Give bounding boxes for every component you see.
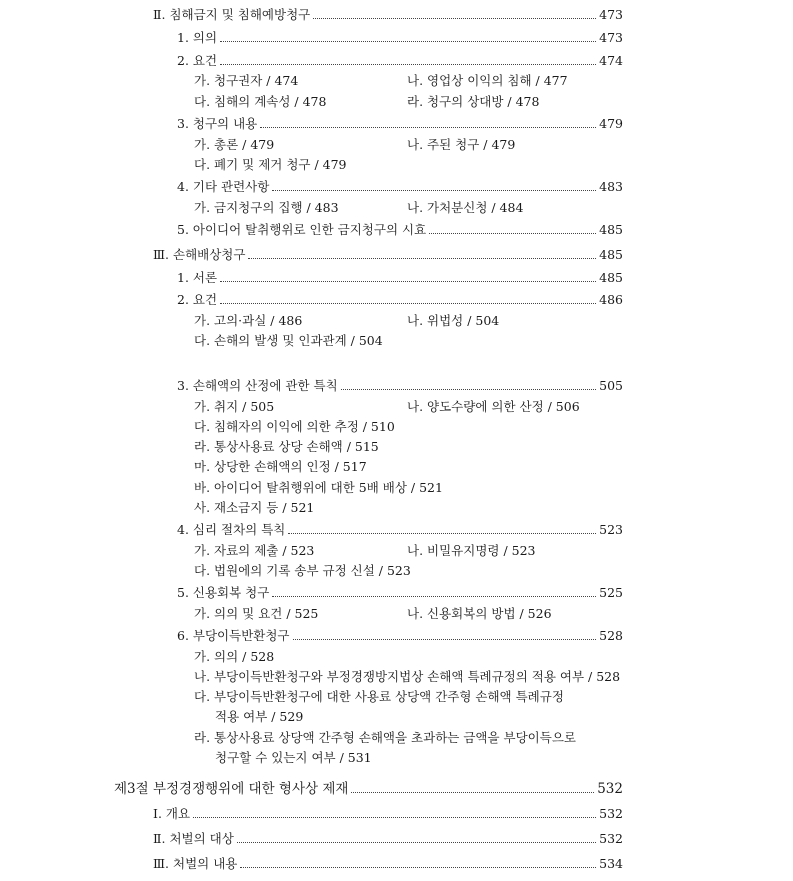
toc-entry-chapter3 xyxy=(114,781,623,797)
leader-dots xyxy=(351,792,594,793)
toc-page-number: 483 xyxy=(599,179,623,194)
leader-dots xyxy=(293,639,597,640)
toc-subentry: 다. 법원에의 기록 송부 규정 신설 / 523 xyxy=(194,563,411,578)
toc-subentry: 나. 신용회복의 방법 / 526 xyxy=(407,606,552,621)
toc-label: 제3절 부정경쟁행위에 대한 형사상 제재 xyxy=(114,781,349,797)
toc-subentry: 나. 비밀유지명령 / 523 xyxy=(407,543,536,558)
toc-label: 6. 부당이득반환청구 xyxy=(177,628,290,643)
toc-entry-s3-4 xyxy=(177,522,623,538)
toc-entry-s3-3 xyxy=(177,378,623,394)
toc-label: Ⅲ. 처벌의 내용 xyxy=(153,856,238,871)
toc-entry-s2-2 xyxy=(177,53,623,69)
leader-dots xyxy=(272,596,596,597)
toc-subentry: 다. 부당이득반환청구에 대한 사용료 상당액 간주형 손해액 특례규정 xyxy=(194,689,564,704)
toc-entry-sec3 xyxy=(153,247,623,263)
leader-dots xyxy=(272,190,596,191)
toc-entry-c3-2 xyxy=(153,831,623,847)
toc-label: Ⅰ. 개요 xyxy=(153,806,191,821)
leader-dots xyxy=(288,533,596,534)
toc-entry-s3-5 xyxy=(177,585,623,601)
toc-subentry: 다. 폐기 및 제거 청구 / 479 xyxy=(194,157,347,172)
leader-dots xyxy=(260,127,596,128)
toc-subentry: 마. 상당한 손해액의 인정 / 517 xyxy=(194,459,367,474)
leader-dots xyxy=(429,233,596,234)
toc-page-number: 525 xyxy=(599,585,623,600)
toc-subentry: 라. 통상사용료 상당 손해액 / 515 xyxy=(194,439,379,454)
toc-label: 1. 서론 xyxy=(177,270,218,285)
toc-subentry: 바. 아이디어 탈취행위에 대한 5배 배상 / 521 xyxy=(194,480,443,495)
toc-subentry: 가. 고의·과실 / 486 xyxy=(194,313,303,328)
toc-entry-s3-6 xyxy=(177,628,623,644)
toc-page-number: 479 xyxy=(599,116,623,131)
toc-entry-c3-1 xyxy=(153,806,623,822)
toc-entry-s2-1 xyxy=(177,30,623,46)
leader-dots xyxy=(341,389,596,390)
toc-entry-s2-5 xyxy=(177,222,623,238)
toc-label: Ⅱ. 침해금지 및 침해예방청구 xyxy=(153,7,311,22)
toc-subentry: 가. 총론 / 479 xyxy=(194,137,275,152)
toc-page-number: 473 xyxy=(599,30,623,45)
toc-subentry: 나. 부당이득반환청구와 부정경쟁방지법상 손해액 특례규정의 적용 여부 / 528 xyxy=(194,669,621,684)
leader-dots xyxy=(220,303,596,304)
toc-label: 4. 심리 절차의 특칙 xyxy=(177,522,286,537)
leader-dots xyxy=(313,18,596,19)
toc-entry-s2-4 xyxy=(177,179,623,195)
toc-page-number: 523 xyxy=(599,522,623,537)
leader-dots xyxy=(220,281,596,282)
leader-dots xyxy=(193,817,596,818)
leader-dots xyxy=(248,258,596,259)
leader-dots xyxy=(220,41,596,42)
toc-page-number: 532 xyxy=(599,831,623,846)
toc-subentry-continuation: 청구할 수 있는지 여부 / 531 xyxy=(215,750,372,765)
toc-label: 1. 의의 xyxy=(177,30,218,45)
toc-entry-s3-1 xyxy=(177,270,623,286)
toc-entry-s2-3 xyxy=(177,116,623,132)
toc-page-number: 474 xyxy=(599,53,623,68)
toc-subentry-continuation: 적용 여부 / 529 xyxy=(215,709,304,724)
toc-page-number: 534 xyxy=(599,856,623,871)
toc-subentry: 가. 자료의 제출 / 523 xyxy=(194,543,315,558)
toc-subentry: 나. 양도수량에 의한 산정 / 506 xyxy=(407,399,580,414)
toc-label: 3. 손해액의 산정에 관한 특칙 xyxy=(177,378,338,393)
leader-dots xyxy=(220,64,596,65)
toc-page-number: 486 xyxy=(599,292,623,307)
toc-subentry: 나. 위법성 / 504 xyxy=(407,313,500,328)
toc-label: Ⅱ. 처벌의 대상 xyxy=(153,831,234,846)
toc-page-number: 485 xyxy=(599,270,623,285)
toc-subentry: 다. 손해의 발생 및 인과관계 / 504 xyxy=(194,333,383,348)
toc-subentry: 사. 재소금지 등 / 521 xyxy=(194,500,315,515)
toc-entry-sec2 xyxy=(153,7,623,23)
toc-label: Ⅲ. 손해배상청구 xyxy=(153,247,246,262)
toc-label: 2. 요건 xyxy=(177,53,218,68)
toc-label: 5. 신용회복 청구 xyxy=(177,585,270,600)
toc-page-number: 485 xyxy=(599,247,623,262)
toc-page-number: 532 xyxy=(597,781,623,797)
toc-entry-c3-3 xyxy=(153,856,623,872)
leader-dots xyxy=(240,867,596,868)
toc-label: 2. 요건 xyxy=(177,292,218,307)
toc-subentry: 가. 의의 및 요건 / 525 xyxy=(194,606,319,621)
toc-subentry: 라. 청구의 상대방 / 478 xyxy=(407,94,540,109)
toc-label: 3. 청구의 내용 xyxy=(177,116,258,131)
toc-subentry: 가. 청구권자 / 474 xyxy=(194,73,299,88)
toc-entry-s3-2 xyxy=(177,292,623,308)
toc-subentry: 나. 영업상 이익의 침해 / 477 xyxy=(407,73,568,88)
toc-page-number: 532 xyxy=(599,806,623,821)
toc-page-number: 485 xyxy=(599,222,623,237)
toc-subentry: 나. 주된 청구 / 479 xyxy=(407,137,516,152)
toc-page-number: 505 xyxy=(599,378,623,393)
toc-subentry: 가. 금지청구의 집행 / 483 xyxy=(194,200,339,215)
toc-label: 5. 아이디어 탈취행위로 인한 금지청구의 시효 xyxy=(177,222,427,237)
toc-page-number: 528 xyxy=(599,628,623,643)
toc-label: 4. 기타 관련사항 xyxy=(177,179,270,194)
toc-subentry: 다. 침해의 계속성 / 478 xyxy=(194,94,327,109)
toc-subentry: 다. 침해자의 이익에 의한 추정 / 510 xyxy=(194,419,395,434)
toc-subentry: 가. 의의 / 528 xyxy=(194,649,275,664)
toc-subentry: 라. 통상사용료 상당액 간주형 손해액을 초과하는 금액을 부당이득으로 xyxy=(194,730,576,745)
toc-subentry: 나. 가처분신청 / 484 xyxy=(407,200,524,215)
toc-page-number: 473 xyxy=(599,7,623,22)
leader-dots xyxy=(237,842,596,843)
toc-subentry: 가. 취지 / 505 xyxy=(194,399,275,414)
